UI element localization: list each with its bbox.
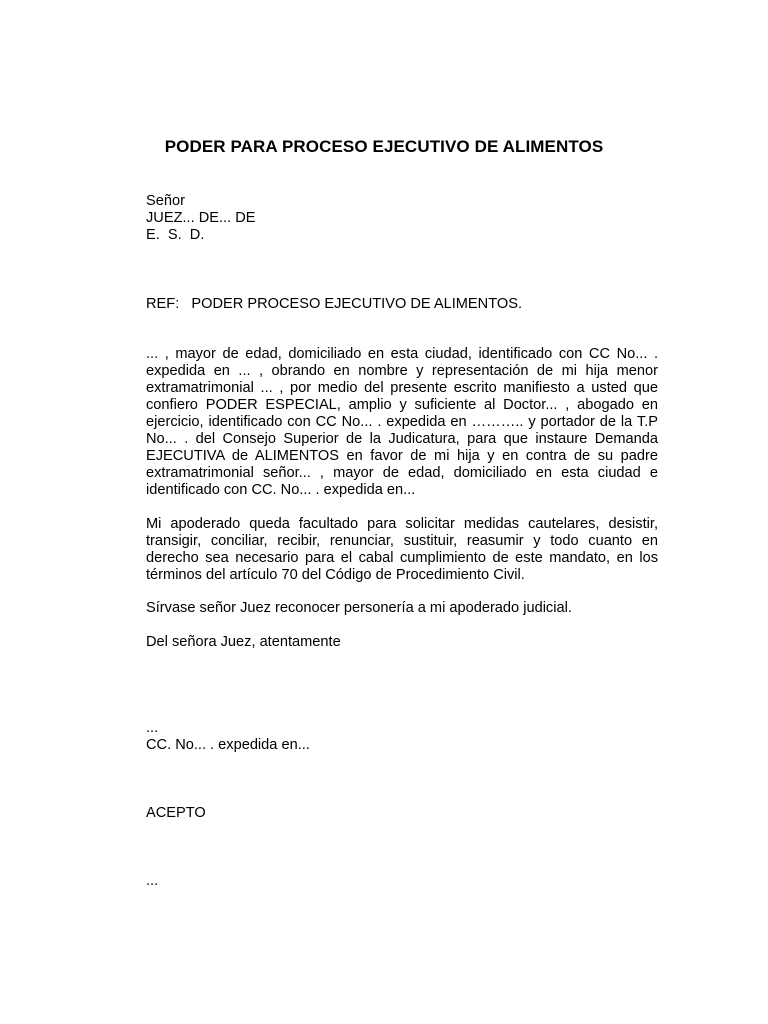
body-paragraph-2: Mi apoderado queda facultado para solicitar medidas cautelares, desistir, transigir, conciliar, recibir, renunciar, sustituir, reasumir y todo cuanto en derecho sea necesario para el cabal cumplimiento de este mandato, en los términos del artículo 70 del Código de Procedimiento Civil. [146,516,658,583]
closing-line: Del señora Juez, atentamente [146,634,341,650]
acceptance-label: ACEPTO [146,805,206,821]
reference-line: REF: PODER PROCESO EJECUTIVO DE ALIMENTOS. [146,296,522,312]
signature-id-line: CC. No... . expedida en... [146,737,310,753]
addressee-block [146,193,658,244]
addressee-line-3: E. S. D. [146,227,205,243]
acceptance-signature: ... [146,873,159,889]
body-paragraph-3: Sírvase señor Juez reconocer personería a mi apoderado judicial. [146,600,572,616]
signature-block [146,720,658,754]
body-paragraph-1: ... , mayor de edad, domiciliado en esta ciudad, identificado con CC No... . expedida en ... , obrando en nombre y representación de mi hija menor extramatrimonial ... , por medio del presente escrito manifiesto a usted que confiero PODER ESPECIAL, amplio y suficiente al Doctor... , abogado en ejercicio, identificado con CC No... . expedida en ……….. y portador de la T.P No... . del Consejo Superior de la Judicatura, para que instaure Demanda EJECUTIVA de ALIMENTOS en favor de mi hija y en contra de su padre extramatrimonial señor... , mayor de edad, domiciliado en esta ciudad e identificado con CC. No... . expedida en... [146,346,658,498]
addressee-line-1: Señor [146,193,185,209]
addressee-line-2: JUEZ... DE... DE [146,210,256,226]
signature-name: ... [146,720,159,736]
document-title: PODER PARA PROCESO EJECUTIVO DE ALIMENTOS [164,137,604,156]
